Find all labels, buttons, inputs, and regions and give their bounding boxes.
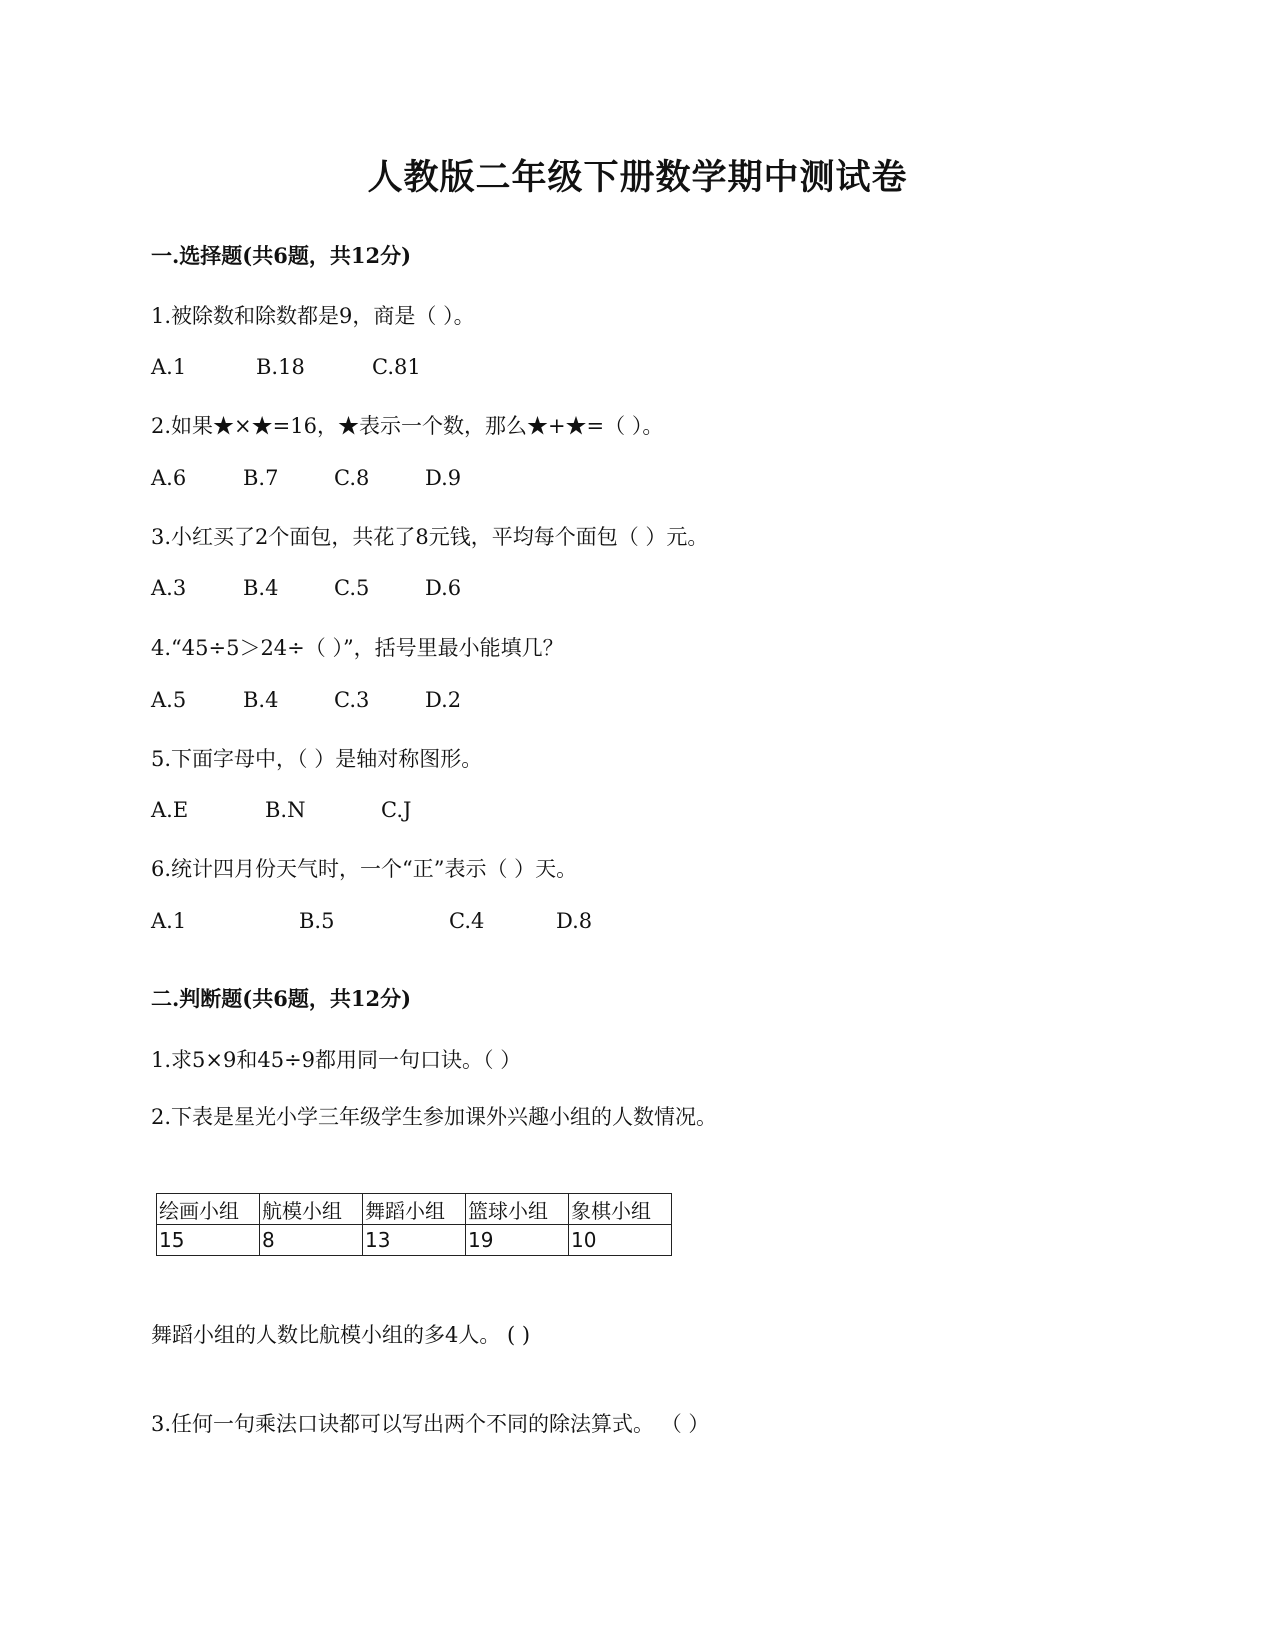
question-6-option-d: D.8 (556, 909, 593, 933)
table-cell: 10 (569, 1225, 672, 1256)
question-3-option-b: B.4 (243, 576, 279, 600)
question-3-option-d: D.6 (425, 576, 462, 600)
question-3-option-c: C.5 (334, 576, 370, 600)
table-cell: 15 (157, 1225, 260, 1256)
question-4-option-b: B.4 (243, 688, 279, 712)
question-2-option-b: B.7 (243, 466, 279, 490)
question-5-option-a: A.E (151, 798, 189, 822)
page-title: 人教版二年级下册数学期中测试卷 (367, 157, 908, 198)
question-2-option-a: A.6 (151, 466, 187, 490)
question-4-option-a: A.5 (151, 688, 187, 712)
question-4-option-c: C.3 (334, 688, 370, 712)
question-3: 3.小红买了2个面包，共花了8元钱，平均每个面包（ ）元。 (151, 525, 709, 549)
question-4: 4.“45÷5＞24÷（ ）”，括号里最小能填几？ (151, 636, 564, 660)
table-header-cell: 舞蹈小组 (363, 1194, 466, 1225)
question-6: 6.统计四月份天气时，一个“正”表示（ ）天。 (151, 857, 578, 881)
question-5-option-b: B.N (265, 798, 306, 822)
table-header-cell: 篮球小组 (466, 1194, 569, 1225)
question-6-option-b: B.5 (299, 909, 335, 933)
table-header-row (157, 1194, 672, 1225)
question-1: 1.被除数和除数都是9，商是（ ）。 (151, 304, 475, 328)
question-6-option-c: C.4 (449, 909, 485, 933)
question-2-option-d: D.9 (425, 466, 462, 490)
table-header-cell: 象棋小组 (569, 1194, 672, 1225)
section-heading-choice: 一.选择题(共6题，共12分) (151, 243, 412, 268)
question-3-option-a: A.3 (151, 576, 187, 600)
judgement-question-2: 2.下表是星光小学三年级学生参加课外兴趣小组的人数情况。 (151, 1105, 718, 1129)
question-2: 2.如果★×★=16，★表示一个数，那么★+★=（ ）。 (151, 414, 664, 438)
question-1-option-b: B.18 (256, 355, 305, 379)
question-5-option-c: C.J (381, 798, 412, 822)
question-4-option-d: D.2 (425, 688, 462, 712)
section-heading-judgement: 二.判断题(共6题，共12分) (151, 986, 412, 1011)
question-1-option-c: C.81 (372, 355, 421, 379)
judgement-question-2-statement: 舞蹈小组的人数比航模小组的多4人。 ( ) (151, 1323, 531, 1347)
table-cell: 19 (466, 1225, 569, 1256)
question-6-option-a: A.1 (151, 909, 187, 933)
judgement-question-3: 3.任何一句乘法口诀都可以写出两个不同的除法算式。 （ ） (151, 1412, 710, 1436)
question-2-option-c: C.8 (334, 466, 370, 490)
interest-group-table (156, 1193, 672, 1256)
table-cell: 13 (363, 1225, 466, 1256)
table-header-cell: 绘画小组 (157, 1194, 260, 1225)
table-row (157, 1225, 672, 1256)
judgement-question-1: 1.求5×9和45÷9都用同一句口诀。（ ） (151, 1048, 522, 1072)
table-cell: 8 (260, 1225, 363, 1256)
question-5: 5.下面字母中，（ ）是轴对称图形。 (151, 747, 483, 771)
question-1-option-a: A.1 (151, 355, 187, 379)
table-header-cell: 航模小组 (260, 1194, 363, 1225)
